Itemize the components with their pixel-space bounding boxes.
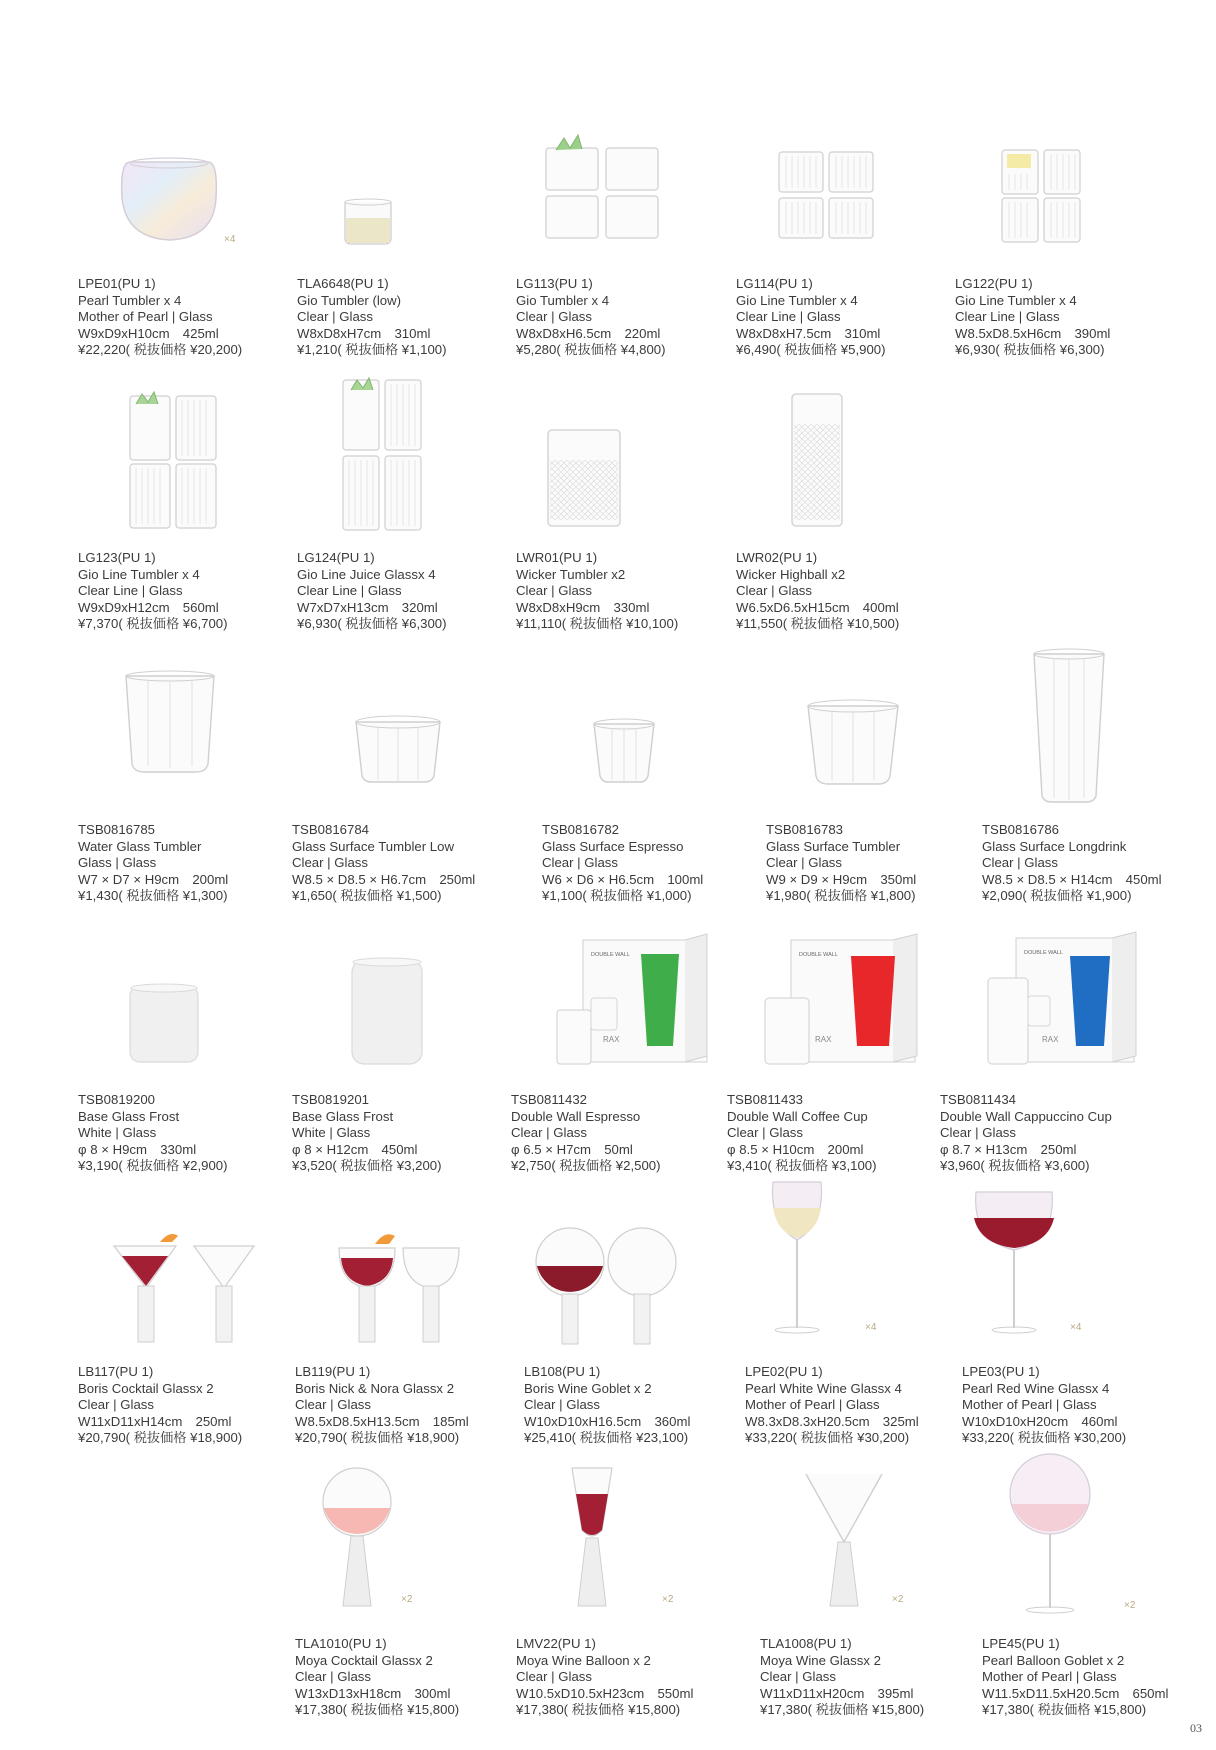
product-material: Clear | Glass <box>736 583 812 599</box>
quantity-label: ×2 <box>662 1594 674 1605</box>
product-price: ¥6,930( 税抜価格 ¥6,300) <box>955 342 1105 358</box>
product-code: LWR01(PU 1) <box>516 550 598 565</box>
product-item <box>511 906 716 1176</box>
product-material: Clear | Glass <box>542 855 618 871</box>
product-name: Wicker Tumbler x2 <box>516 566 626 582</box>
product-code: LB117(PU 1) <box>78 1364 154 1379</box>
product-code: TSB0819200 <box>78 1092 155 1107</box>
product-size: W9xD9xH12cm 560ml <box>78 599 219 615</box>
product-name: Double Wall Coffee Cup <box>727 1108 868 1124</box>
product-name: Gio Line Juice Glassx 4 <box>297 566 436 582</box>
pearl-balloon-goblet-image <box>982 1450 1187 1635</box>
product-name: Boris Nick & Nora Glassx 2 <box>295 1380 455 1396</box>
product-material: Clear | Glass <box>78 1397 154 1413</box>
product-size: W8xD8xH7.5cm 310ml <box>736 325 881 341</box>
product-name: Pearl Tumbler x 4 <box>78 292 182 308</box>
page-number: 03 <box>1190 1721 1202 1735</box>
product-price: ¥3,520( 税抜価格 ¥3,200) <box>292 1158 442 1174</box>
pearl-white-wine-glass-image <box>745 1178 950 1363</box>
product-item <box>962 1178 1167 1448</box>
product-material: White | Glass <box>78 1125 157 1141</box>
product-price: ¥11,110( 税抜価格 ¥10,100) <box>516 616 679 632</box>
product-name: Base Glass Frost <box>292 1108 394 1124</box>
product-code: TSB0816783 <box>766 822 843 837</box>
gio-tumbler-low-image <box>297 90 502 275</box>
product-code: LMV22(PU 1) <box>516 1636 596 1651</box>
double-wall-cappuccino-cup-image <box>940 906 1145 1091</box>
product-code: TLA1008(PU 1) <box>760 1636 852 1651</box>
product-material: White | Glass <box>292 1125 371 1141</box>
product-price: ¥5,280( 税抜価格 ¥4,800) <box>516 342 666 358</box>
product-material: Clear | Glass <box>516 583 592 599</box>
product-material: Clear Line | Glass <box>736 309 841 325</box>
quantity-label: ×2 <box>401 1594 413 1605</box>
product-material: Clear | Glass <box>727 1125 803 1141</box>
gio-tumbler-set-image <box>516 90 721 275</box>
product-item <box>745 1178 950 1448</box>
water-glass-tumbler-image <box>78 636 283 821</box>
product-size: W8xD8xH6.5cm 220ml <box>516 325 661 341</box>
glass-surface-longdrink-image <box>982 636 1187 821</box>
product-size: W11.5xD11.5xH20.5cm 650ml <box>982 1685 1169 1701</box>
product-material: Mother of Pearl | Glass <box>982 1669 1117 1685</box>
product-code: TSB0811432 <box>511 1092 588 1107</box>
product-code: TLA1010(PU 1) <box>295 1636 387 1651</box>
product-name: Moya Wine Balloon x 2 <box>516 1652 651 1668</box>
product-code: TLA6648(PU 1) <box>297 276 389 291</box>
product-name: Glass Surface Espresso <box>542 838 684 854</box>
product-size: W13xD13xH18cm 300ml <box>295 1685 451 1701</box>
product-price: ¥3,960( 税抜価格 ¥3,600) <box>940 1158 1090 1174</box>
product-item <box>78 906 283 1176</box>
gio-line-tumbler-tall-image <box>78 364 283 549</box>
product-size: W8xD8xH7cm 310ml <box>297 325 431 341</box>
gio-line-juice-glass-image <box>297 364 502 549</box>
product-name: Moya Cocktail Glassx 2 <box>295 1652 433 1668</box>
product-size: φ 6.5 × H7cm 50ml <box>511 1141 633 1157</box>
product-name: Wicker Highball x2 <box>736 566 846 582</box>
product-material: Clear | Glass <box>292 855 368 871</box>
product-price: ¥2,090( 税抜価格 ¥1,900) <box>982 888 1132 904</box>
base-glass-frost-image <box>78 906 283 1091</box>
product-price: ¥6,490( 税抜価格 ¥5,900) <box>736 342 886 358</box>
product-material: Clear | Glass <box>295 1669 371 1685</box>
quantity-label: ×2 <box>1124 1600 1136 1611</box>
product-item <box>736 364 941 634</box>
product-price: ¥17,380( 税抜価格 ¥15,800) <box>516 1702 681 1718</box>
box-title: DOUBLE WALL <box>1024 950 1063 956</box>
product-code: LG122(PU 1) <box>955 276 1033 291</box>
product-code: TSB0811434 <box>940 1092 1017 1107</box>
product-size: W11xD11xH20cm 395ml <box>760 1685 914 1701</box>
product-price: ¥3,190( 税抜価格 ¥2,900) <box>78 1158 228 1174</box>
product-material: Clear Line | Glass <box>297 583 402 599</box>
product-material: Clear | Glass <box>760 1669 836 1685</box>
product-item <box>516 364 721 634</box>
double-wall-espresso-image <box>511 906 716 1091</box>
product-item <box>982 636 1187 906</box>
product-price: ¥33,220( 税抜価格 ¥30,200) <box>745 1430 910 1446</box>
moya-wine-balloon-image <box>516 1450 721 1635</box>
product-name: Gio Line Tumbler x 4 <box>955 292 1077 308</box>
product-material: Clear Line | Glass <box>955 309 1060 325</box>
product-size: W10xD10xH20cm 460ml <box>962 1413 1118 1429</box>
product-size: W8.3xD8.3xH20.5cm 325ml <box>745 1413 919 1429</box>
product-size: W7xD7xH13cm 320ml <box>297 599 438 615</box>
product-name: Gio Tumbler x 4 <box>516 292 610 308</box>
product-item <box>766 636 971 906</box>
product-price: ¥1,100( 税抜価格 ¥1,000) <box>542 888 692 904</box>
product-material: Clear | Glass <box>297 309 373 325</box>
product-price: ¥6,930( 税抜価格 ¥6,300) <box>297 616 447 632</box>
product-item <box>78 90 283 360</box>
product-item <box>78 636 283 906</box>
product-size: W9xD9xH10cm 425ml <box>78 325 219 341</box>
product-price: ¥11,550( 税抜価格 ¥10,500) <box>736 616 900 632</box>
product-name: Pearl Red Wine Glassx 4 <box>962 1380 1110 1396</box>
product-size: W8.5 × D8.5 × H14cm 450ml <box>982 871 1162 887</box>
pearl-red-wine-glass-image <box>962 1178 1167 1363</box>
product-price: ¥7,370( 税抜価格 ¥6,700) <box>78 616 228 632</box>
product-material: Glass | Glass <box>78 855 157 871</box>
product-material: Clear | Glass <box>766 855 842 871</box>
product-material: Mother of Pearl | Glass <box>78 309 213 325</box>
product-material: Clear | Glass <box>982 855 1058 871</box>
product-name: Glass Surface Tumbler <box>766 838 901 854</box>
product-price: ¥20,790( 税抜価格 ¥18,900) <box>78 1430 243 1446</box>
product-code: TSB0816784 <box>292 822 369 837</box>
product-name: Gio Tumbler (low) <box>297 292 402 308</box>
double-wall-coffee-cup-image <box>727 906 932 1091</box>
product-item <box>78 364 283 634</box>
product-size: φ 8 × H9cm 330ml <box>78 1141 197 1157</box>
product-code: LG124(PU 1) <box>297 550 375 565</box>
product-size: W6.5xD6.5xH15cm 400ml <box>736 599 899 615</box>
product-name: Double Wall Espresso <box>511 1108 641 1124</box>
product-price: ¥22,220( 税抜価格 ¥20,200) <box>78 342 243 358</box>
box-brand: RAX <box>603 1035 620 1044</box>
product-name: Glass Surface Longdrink <box>982 838 1127 854</box>
product-price: ¥1,210( 税抜価格 ¥1,100) <box>297 342 447 358</box>
product-size: W8.5 × D8.5 × H6.7cm 250ml <box>292 871 476 887</box>
product-item <box>982 1450 1187 1720</box>
product-material: Clear | Glass <box>516 309 592 325</box>
box-brand: RAX <box>1042 1035 1059 1044</box>
product-name: Base Glass Frost <box>78 1108 180 1124</box>
product-item <box>736 90 941 360</box>
product-material: Clear | Glass <box>295 1397 371 1413</box>
product-item <box>516 1450 721 1720</box>
product-code: LPE45(PU 1) <box>982 1636 1060 1651</box>
product-code: LWR02(PU 1) <box>736 550 818 565</box>
product-material: Clear | Glass <box>524 1397 600 1413</box>
gio-line-tumbler-image <box>736 90 941 275</box>
product-size: W9 × D9 × H9cm 350ml <box>766 871 917 887</box>
product-name: Glass Surface Tumbler Low <box>292 838 454 854</box>
product-material: Clear | Glass <box>516 1669 592 1685</box>
boris-wine-goblet-image <box>524 1178 729 1363</box>
product-material: Mother of Pearl | Glass <box>745 1397 880 1413</box>
product-size: W8xD8xH9cm 330ml <box>516 599 650 615</box>
glass-surface-espresso-image <box>542 636 747 821</box>
product-price: ¥1,650( 税抜価格 ¥1,500) <box>292 888 442 904</box>
product-name: Boris Cocktail Glassx 2 <box>78 1380 214 1396</box>
wicker-highball-image <box>736 364 941 549</box>
product-name: Pearl White Wine Glassx 4 <box>745 1380 902 1396</box>
glass-surface-tumbler-low-image <box>292 636 497 821</box>
product-item <box>516 90 721 360</box>
product-item <box>292 906 497 1176</box>
product-price: ¥1,430( 税抜価格 ¥1,300) <box>78 888 228 904</box>
product-material: Clear | Glass <box>511 1125 587 1141</box>
product-item <box>297 364 502 634</box>
quantity-label: ×4 <box>865 1322 877 1333</box>
product-code: LPE02(PU 1) <box>745 1364 823 1379</box>
product-name: Gio Line Tumbler x 4 <box>736 292 858 308</box>
product-price: ¥17,380( 税抜価格 ¥15,800) <box>760 1702 925 1718</box>
product-size: W8.5xD8.5xH6cm 390ml <box>955 325 1111 341</box>
boris-cocktail-glass-image <box>78 1178 283 1363</box>
box-title: DOUBLE WALL <box>799 952 838 958</box>
product-size: φ 8.5 × H10cm 200ml <box>727 1141 864 1157</box>
product-size: W7 × D7 × H9cm 200ml <box>78 871 229 887</box>
product-size: W6 × D6 × H6.5cm 100ml <box>542 871 704 887</box>
product-price: ¥17,380( 税抜価格 ¥15,800) <box>295 1702 460 1718</box>
base-glass-frost-tall-image <box>292 906 497 1091</box>
pearl-tumbler-image <box>78 90 283 275</box>
product-code: LB108(PU 1) <box>524 1364 601 1379</box>
product-code: LPE03(PU 1) <box>962 1364 1040 1379</box>
product-name: Moya Wine Glassx 2 <box>760 1652 881 1668</box>
gio-line-tumbler-image <box>955 90 1160 275</box>
moya-cocktail-glass-image <box>295 1450 500 1635</box>
product-size: W10.5xD10.5xH23cm 550ml <box>516 1685 694 1701</box>
product-item <box>542 636 747 906</box>
product-size: W8.5xD8.5xH13.5cm 185ml <box>295 1413 469 1429</box>
product-price: ¥17,380( 税抜価格 ¥15,800) <box>982 1702 1147 1718</box>
product-code: TSB0816785 <box>78 822 155 837</box>
product-size: W10xD10xH16.5cm 360ml <box>524 1413 691 1429</box>
product-item <box>297 90 502 360</box>
product-name: Water Glass Tumbler <box>78 838 202 854</box>
quantity-label: ×2 <box>892 1594 904 1605</box>
product-item <box>760 1450 965 1720</box>
product-material: Clear Line | Glass <box>78 583 183 599</box>
quantity-label: ×4 <box>1070 1322 1082 1333</box>
product-price: ¥3,410( 税抜価格 ¥3,100) <box>727 1158 877 1174</box>
product-material: Clear | Glass <box>940 1125 1016 1141</box>
product-item <box>78 1178 283 1448</box>
product-item <box>524 1178 729 1448</box>
product-price: ¥20,790( 税抜価格 ¥18,900) <box>295 1430 460 1446</box>
product-item <box>295 1450 500 1720</box>
product-material: Mother of Pearl | Glass <box>962 1397 1097 1413</box>
product-size: φ 8 × H12cm 450ml <box>292 1141 418 1157</box>
product-code: LB119(PU 1) <box>295 1364 371 1379</box>
product-item <box>295 1178 500 1448</box>
product-code: TSB0816782 <box>542 822 619 837</box>
product-code: LG114(PU 1) <box>736 276 813 291</box>
product-price: ¥33,220( 税抜価格 ¥30,200) <box>962 1430 1127 1446</box>
product-item <box>727 906 932 1176</box>
glass-surface-tumbler-image <box>766 636 971 821</box>
product-price: ¥25,410( 税抜価格 ¥23,100) <box>524 1430 689 1446</box>
box-title: DOUBLE WALL <box>591 952 630 958</box>
product-size: φ 8.7 × H13cm 250ml <box>940 1141 1077 1157</box>
product-item <box>955 90 1160 360</box>
wicker-tumbler-image <box>516 364 721 549</box>
product-item <box>940 906 1145 1176</box>
quantity-label: ×4 <box>224 234 236 245</box>
product-name: Boris Wine Goblet x 2 <box>524 1380 652 1396</box>
product-name: Gio Line Tumbler x 4 <box>78 566 200 582</box>
product-code: TSB0816786 <box>982 822 1059 837</box>
product-name: Double Wall Cappuccino Cup <box>940 1108 1112 1124</box>
product-code: TSB0811433 <box>727 1092 804 1107</box>
product-code: LG113(PU 1) <box>516 276 593 291</box>
boris-nick-nora-glass-image <box>295 1178 500 1363</box>
product-code: LG123(PU 1) <box>78 550 156 565</box>
product-name: Pearl Balloon Goblet x 2 <box>982 1652 1125 1668</box>
product-price: ¥1,980( 税抜価格 ¥1,800) <box>766 888 916 904</box>
product-code: LPE01(PU 1) <box>78 276 156 291</box>
product-code: TSB0819201 <box>292 1092 369 1107</box>
product-size: W11xD11xH14cm 250ml <box>78 1413 232 1429</box>
moya-wine-glass-image <box>760 1450 965 1635</box>
product-item <box>292 636 497 906</box>
box-brand: RAX <box>815 1035 832 1044</box>
product-price: ¥2,750( 税抜価格 ¥2,500) <box>511 1158 661 1174</box>
